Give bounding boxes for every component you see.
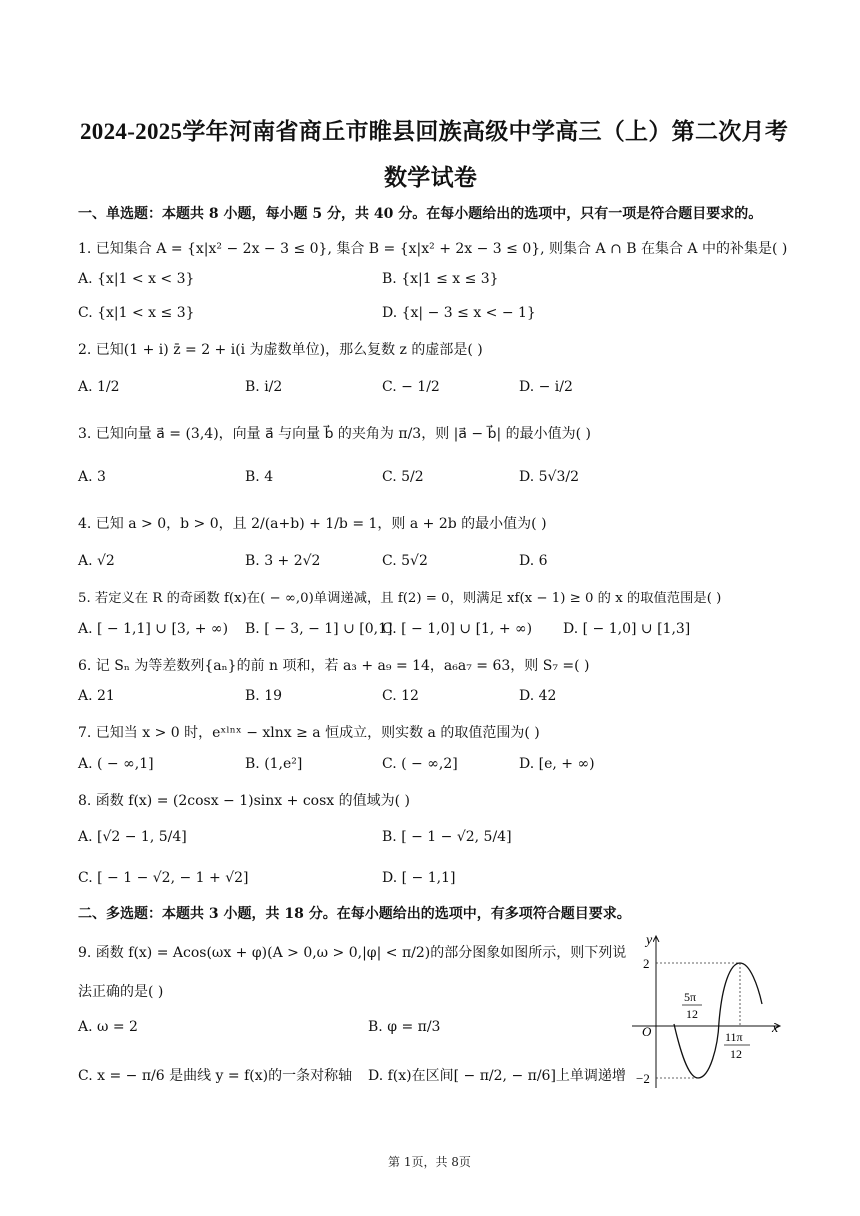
q7-option-a: A. ( − ∞,1] bbox=[78, 756, 154, 772]
title-line1: 2024-2025学年河南省商丘市睢县回族高级中学高三（上）第二次月考 bbox=[80, 119, 789, 144]
q9-option-b: B. φ = π/3 bbox=[368, 1019, 441, 1035]
q4-option-c: C. 5√2 bbox=[382, 553, 428, 569]
q1-option-d: D. {x| − 3 ≤ x < − 1} bbox=[382, 305, 536, 321]
section-2-heading: 二、多选题：本题共 3 小题，共 18 分。在每小题给出的选项中，有多项符合题目要求。 bbox=[78, 906, 631, 922]
section-1-heading: 一、单选题：本题共 8 小题，每小题 5 分，共 40 分。在每小题给出的选项中，只有一项是符合题目要求的。 bbox=[78, 206, 763, 222]
page-footer: 第 1页，共 8页 bbox=[388, 1155, 471, 1169]
q8-option-a: A. [√2 − 1, 5/4] bbox=[78, 829, 187, 845]
q8-option-b: B. [ − 1 − √2, 5/4] bbox=[382, 829, 512, 845]
question-3: 3. 已知向量 a⃗ = (3,4)，向量 a⃗ 与向量 b⃗ 的夹角为 π/3，则 |a⃗ − b⃗| 的最小值为( ) bbox=[78, 426, 592, 442]
q7-option-c: C. ( − ∞,2] bbox=[382, 756, 458, 772]
question-9-line2: 法正确的是( ) bbox=[78, 984, 164, 1000]
q4-option-b: B. 3 + 2√2 bbox=[245, 553, 321, 569]
q4-option-a: A. √2 bbox=[78, 553, 115, 569]
q1-option-b: B. {x|1 ≤ x ≤ 3} bbox=[382, 271, 499, 287]
question-4: 4. 已知 a > 0，b > 0，且 2/(a+b) + 1/b = 1，则 a + 2b 的最小值为( ) bbox=[78, 516, 547, 532]
q1-option-a: A. {x|1 < x < 3} bbox=[78, 271, 195, 287]
q8-option-d: D. [ − 1,1] bbox=[382, 870, 456, 886]
question-6: 6. 记 Sₙ 为等差数列{aₙ}的前 n 项和，若 a₃ + a₉ = 14，a₆a₇ = 63，则 S₇ =( ) bbox=[78, 658, 590, 674]
title-line2: 数学试卷 bbox=[384, 165, 478, 190]
question-8: 8. 函数 f(x) = (2cosx − 1)sinx + cosx 的值域为( ) bbox=[78, 793, 410, 809]
graph-origin-label: O bbox=[642, 1024, 652, 1039]
q4-option-d: D. 6 bbox=[519, 553, 548, 569]
q6-option-d: D. 42 bbox=[519, 688, 557, 704]
q9-option-c: C. x = − π/6 是曲线 y = f(x)的一条对称轴 bbox=[78, 1068, 353, 1084]
graph-ymin-label: −2 bbox=[636, 1071, 650, 1086]
question-7: 7. 已知当 x > 0 时，eˣˡⁿˣ − xlnx ≥ a 恒成立，则实数 a 的取值范围为( ) bbox=[78, 725, 540, 741]
graph-x2-den: 12 bbox=[730, 1047, 742, 1061]
q5-option-c: C. [ − 1,0] ∪ [1, + ∞) bbox=[382, 621, 533, 637]
question-5: 5. 若定义在 R 的奇函数 f(x)在( − ∞,0)单调递减，且 f(2) = 0，则满足 xf(x − 1) ≥ 0 的 x 的取值范围是( ) bbox=[78, 591, 722, 606]
q3-option-c: C. 5/2 bbox=[382, 469, 424, 485]
graph-y-label: y bbox=[646, 933, 653, 948]
q7-option-b: B. (1,e²] bbox=[245, 756, 303, 772]
q3-option-b: B. 4 bbox=[245, 469, 274, 485]
q1-option-c: C. {x|1 < x ≤ 3} bbox=[78, 305, 195, 321]
q6-option-a: A. 21 bbox=[78, 688, 115, 704]
question-1: 1. 已知集合 A = {x|x² − 2x − 3 ≤ 0}, 集合 B = {x|x² + 2x − 3 ≤ 0}, 则集合 A ∩ B 在集合 A 中的补集是( ) bbox=[78, 241, 788, 257]
q6-option-b: B. 19 bbox=[245, 688, 283, 704]
q5-option-d: D. [ − 1,0] ∪ [1,3] bbox=[563, 621, 691, 637]
graph-x1-num: 5π bbox=[684, 990, 697, 1004]
graph-x1-den: 12 bbox=[686, 1007, 698, 1021]
question-9-line1: 9. 函数 f(x) = Acos(ωx + φ)(A > 0,ω > 0,|φ| < π/2)的部分图象如图所示，则下列说 bbox=[78, 945, 627, 961]
graph-ymax-label: 2 bbox=[643, 956, 650, 971]
q5-option-b: B. [ − 3, − 1] ∪ [0,1] bbox=[245, 621, 393, 637]
q7-option-d: D. [e, + ∞) bbox=[519, 756, 595, 772]
q2-option-a: A. 1/2 bbox=[78, 379, 120, 395]
q6-option-c: C. 12 bbox=[382, 688, 419, 704]
q8-option-c: C. [ − 1 − √2, − 1 + √2] bbox=[78, 870, 249, 886]
q5-option-a: A. [ − 1,1] ∪ [3, + ∞) bbox=[78, 621, 229, 637]
q3-option-a: A. 3 bbox=[78, 469, 106, 485]
q2-option-b: B. i/2 bbox=[245, 379, 283, 395]
question-2: 2. 已知(1 + i) z̄ = 2 + i(i 为虚数单位)，那么复数 z 的虚部是( ) bbox=[78, 342, 483, 358]
q2-option-c: C. − 1/2 bbox=[382, 379, 440, 395]
q3-option-d: D. 5√3/2 bbox=[519, 469, 579, 485]
graph-x-label: x bbox=[772, 1021, 779, 1036]
q9-function-graph bbox=[622, 926, 802, 1106]
q9-option-d: D. f(x)在区间[ − π/2, − π/6]上单调递增 bbox=[368, 1068, 626, 1084]
q9-option-a: A. ω = 2 bbox=[78, 1019, 138, 1035]
q2-option-d: D. − i/2 bbox=[519, 379, 573, 395]
graph-x2-num: 11π bbox=[725, 1030, 743, 1044]
